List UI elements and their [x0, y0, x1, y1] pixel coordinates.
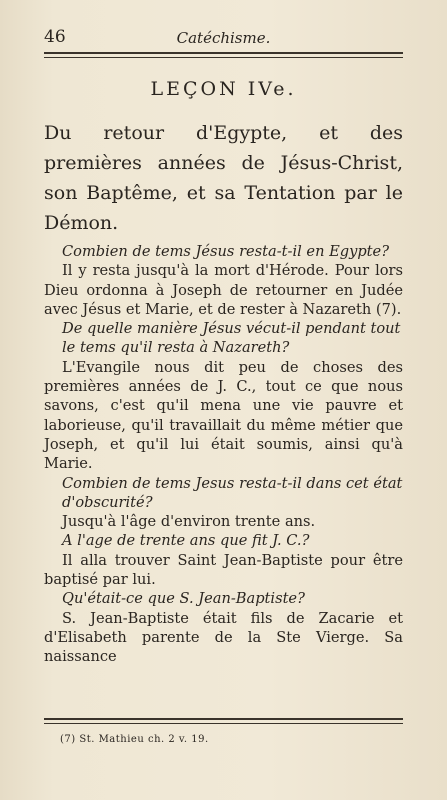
- running-title: Catéchisme.: [176, 29, 271, 47]
- question-paragraph: Combien de tems Jésus resta-t-il en Egypte?: [62, 243, 390, 260]
- lesson-title: LEÇON IVe.: [150, 78, 297, 100]
- answer-paragraph: S. Jean-Baptiste était fils de Zacarie et d'Elisabeth parente de la Ste Vierge. Sa naissance: [44, 609, 403, 666]
- footer-rule: [44, 718, 403, 720]
- header-rule: [44, 52, 403, 54]
- page-number: 46: [44, 27, 66, 47]
- question-paragraph: De quelle manière Jésus vécut-il pendant tout le tems qu'il resta à Nazareth?: [62, 320, 401, 357]
- answer-paragraph: Il y resta jusqu'à la mort d'Hérode. Pour lors Dieu ordonna à Joseph de retourner en Judée avec Jésus et Marie, et de rester à Nazareth (7).: [44, 262, 403, 318]
- answer-paragraph: Jusqu'à l'âge d'environ trente ans.: [62, 513, 316, 531]
- answer-paragraph: L'Evangile nous dit peu de choses des premières années de J. C., tout ce que nous savons, c'est qu'il mena une vie pauvre et laborieuse, qu'il travaillait du même métier que Joseph, et qu'il lui était soumis, ainsi qu'à Marie.: [44, 358, 403, 473]
- question-paragraph: Combien de tems Jesus resta-t-il dans cet état d'obscurité?: [62, 474, 403, 511]
- body-text: [44, 242, 403, 667]
- question-paragraph: Qu'était-ce que S. Jean-Baptiste?: [62, 590, 305, 608]
- chapter-heading: Du retour d'Egypte, et des premières années de Jésus-Christ, son Baptême, et sa Tentation par le Démon.: [44, 122, 403, 234]
- answer-paragraph: Il alla trouver Saint Jean-Baptiste pour être baptisé par lui.: [44, 551, 403, 589]
- footnote: (7) St. Mathieu ch. 2 v. 19.: [60, 734, 209, 745]
- header-rule-thin: [44, 57, 403, 58]
- footer-rule-thin: [44, 723, 403, 724]
- page-header: [44, 27, 403, 49]
- question-paragraph: A l'age de trente ans que fit J. C.?: [62, 532, 310, 550]
